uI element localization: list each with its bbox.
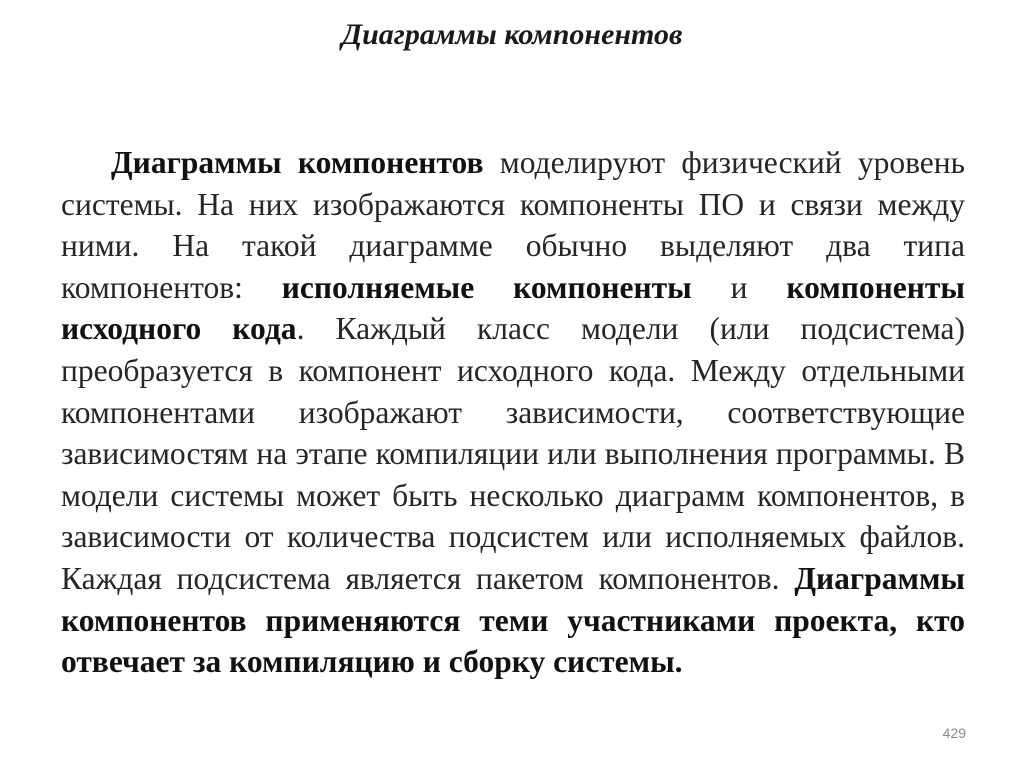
slide-title: Диаграммы компонентов <box>341 18 683 51</box>
term-executable-components: исполняемые компоненты <box>281 269 692 305</box>
paragraph-conclusion: Диаграммы компонентов применяются теми участниками проекта, кто отвечает за компиляцию и сборку системы. <box>61 560 965 680</box>
paragraph-text-body: . Каждый класс модели (или подсистема) преобразуется в компонент исходного кода. Между отдельными компонентами изображают зависимости, соответствующие зависимостям на этапе компиляции или выполнения программы. В модели системы может быть несколько диаграмм компонентов, в зависимости от количества подсистем или исполняемых файлов. Каждая подсистема является пакетом компонентов. <box>61 311 965 596</box>
term-component-diagrams: Диаграммы компонентов <box>111 145 484 180</box>
paragraph-text-intro: моделируют физический уровень системы. На них изображаются компоненты ПО и связи между ними. На такой диаграмме обычно выделяют два типа компонентов: <box>61 145 965 305</box>
page-number: 429 <box>942 725 966 741</box>
paragraph-text-and: и <box>691 269 787 305</box>
term-source-code-components: компоненты исходного кода <box>61 269 965 347</box>
body-paragraph <box>61 142 965 683</box>
